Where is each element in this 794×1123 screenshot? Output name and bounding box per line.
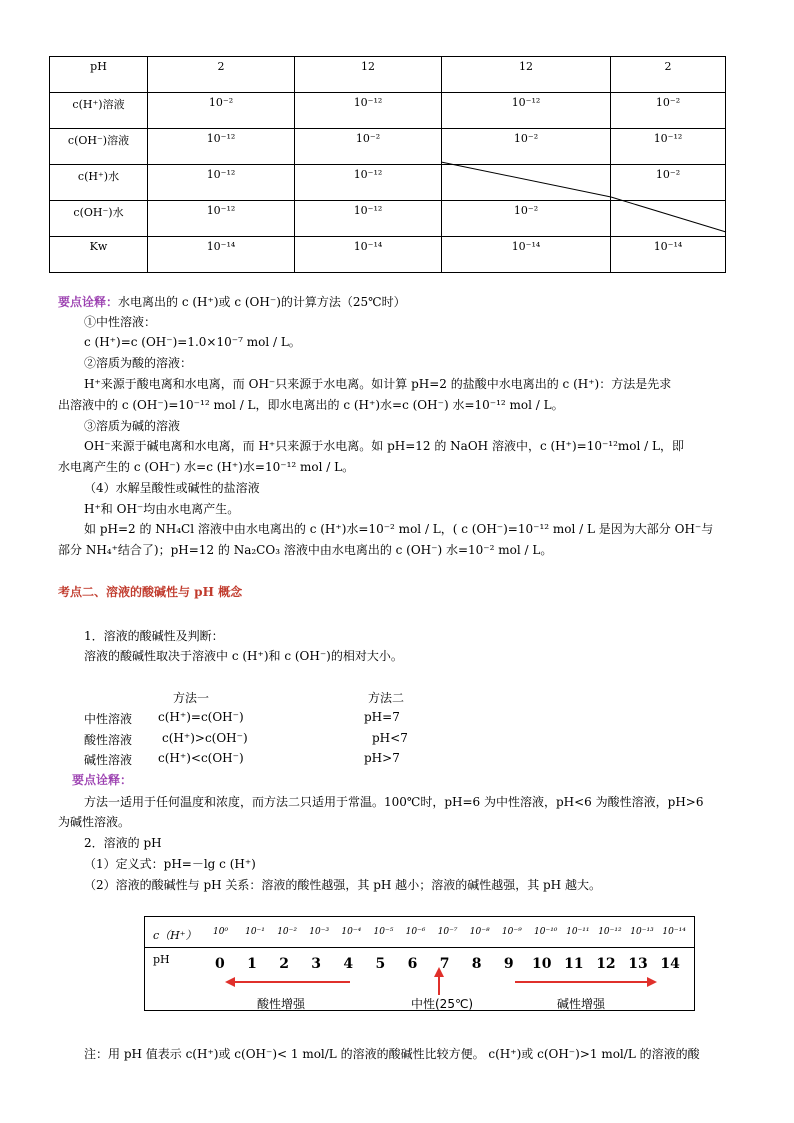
- footer-note: 注：用 pH 值表示 c(H⁺)或 c(OH⁻)< 1 mol/L 的溶液的酸碱性比较方便。 c(H⁺)或 c(OH⁻)>1 mol/L 的溶液的酸: [84, 1047, 700, 1061]
- table-cell: 10⁻¹²: [442, 93, 611, 129]
- h-concentration-value: 10⁻¹⁰: [534, 927, 558, 937]
- table-cell: 10⁻²: [611, 93, 726, 129]
- h-concentration-value: 10⁻⁹: [501, 927, 522, 937]
- text-line: H⁺来源于酸电离和水电离，而 OH⁻只来源于水电离。如计算 pH=2 的盐酸中水电离出的 c (H⁺)：方法是先求: [84, 377, 672, 391]
- table-cell: 10⁻²: [295, 129, 442, 165]
- table-cell: 10⁻¹²: [295, 93, 442, 129]
- ph-value: 10: [532, 956, 552, 972]
- h-concentration-value: 10⁻⁷: [437, 927, 458, 937]
- text-line: 部分 NH₄⁺结合了)；pH=12 的 Na₂CO₃ 溶液中由水电离出的 c (OH⁻) 水=10⁻² mol / L。: [58, 543, 553, 557]
- row-label: c(H⁺)溶液: [50, 93, 148, 129]
- ph-value: 6: [407, 956, 418, 972]
- text-line: OH⁻来源于碱电离和水电离，而 H⁺只来源于水电离。如 pH=12 的 NaOH 溶液中，c (H⁺)=10⁻¹²mol / L，即: [84, 439, 684, 453]
- base-label: 碱性增强: [557, 997, 606, 1011]
- section-heading: 考点二、溶液的酸碱性与 pH 概念: [58, 585, 243, 599]
- text-line: 为碱性溶液。: [58, 815, 131, 829]
- h-concentration-value: 10⁻⁵: [373, 927, 394, 937]
- table-cell: 10⁻²: [611, 165, 726, 201]
- table-cell: 10⁻²: [442, 201, 611, 237]
- method-2-header: 方法二: [368, 691, 405, 705]
- row-label: c(OH⁻)水: [50, 201, 148, 237]
- text-line: 水电离产生的 c (OH⁻) 水=c (H⁺)水=10⁻¹² mol / L。: [58, 460, 355, 474]
- table-cell: 10⁻²: [442, 129, 611, 165]
- text-line: （2）溶液的酸碱性与 pH 关系：溶液的酸性越强，其 pH 越小；溶液的碱性越强，其 pH 越大。: [84, 878, 601, 892]
- table-cell: 2: [611, 57, 726, 93]
- h-concentration-value: 10⁻¹: [245, 927, 265, 937]
- table-cell: 10⁻¹²: [148, 165, 295, 201]
- ph-value: 12: [596, 956, 616, 972]
- row-label: c(H⁺)水: [50, 165, 148, 201]
- acid-label: 酸性增强: [257, 997, 306, 1011]
- method-1-criterion: c(H⁺)<c(OH⁻): [158, 751, 244, 765]
- ph-value: 2: [279, 956, 289, 972]
- table-diagonal-lines: [0, 0, 794, 300]
- ph-value: 9: [503, 956, 514, 972]
- h-concentration-value: 10⁻⁶: [405, 927, 426, 937]
- method-1-header: 方法一: [173, 691, 210, 705]
- text-line: （1）定义式：pH=－lg c (H⁺): [84, 857, 256, 871]
- method-1-criterion: c(H⁺)=c(OH⁻): [158, 710, 244, 724]
- ph-scale-diagram: [144, 916, 695, 1011]
- ph-value: 14: [660, 956, 680, 972]
- method-2-criterion: pH>7: [364, 751, 400, 765]
- table-cell: 2: [148, 57, 295, 93]
- h-concentration-value: 10⁻⁴: [341, 927, 362, 937]
- table-cell: 10⁻¹²: [295, 201, 442, 237]
- ph-value: 3: [311, 956, 322, 972]
- h-concentration-value: 10⁻¹²: [598, 927, 622, 937]
- text-line: 1．溶液的酸碱性及判断：: [84, 629, 224, 643]
- ph-value: 1: [247, 956, 257, 972]
- row-label: Kw: [50, 237, 148, 273]
- h-concentration-value: 10⁻¹⁴: [662, 927, 686, 937]
- row-label: c(OH⁻)溶液: [50, 129, 148, 165]
- h-concentration-value: 10⁻¹³: [630, 927, 654, 937]
- text-line: ①中性溶液：: [84, 315, 157, 329]
- table-cell: 10⁻¹⁴: [611, 237, 726, 273]
- table-cell: 10⁻¹²: [148, 129, 295, 165]
- table-cell: 12: [442, 57, 611, 93]
- ph-value: 11: [564, 956, 584, 972]
- h-concentration-value: 10⁻³: [309, 927, 330, 937]
- neutral-label: 中性(25℃): [411, 997, 474, 1011]
- ph-value: 4: [343, 956, 354, 972]
- method-2-criterion: pH<7: [372, 731, 408, 745]
- text-line: 溶液的酸碱性取决于溶液中 c (H⁺)和 c (OH⁻)的相对大小。: [84, 649, 403, 663]
- table-cell: 10⁻¹²: [148, 201, 295, 237]
- table-cell: 10⁻¹⁴: [148, 237, 295, 273]
- table-cell: 12: [295, 57, 442, 93]
- ph-value: 0: [215, 956, 225, 972]
- diagonal-line-2: [611, 197, 726, 232]
- h-label: c（H⁺）: [153, 929, 197, 942]
- table-cell: 10⁻¹²: [611, 129, 726, 165]
- ph-value: 8: [471, 956, 482, 972]
- neutral-arrow-head: [434, 967, 444, 977]
- ph-label: pH: [153, 953, 170, 966]
- solution-type: 中性溶液: [84, 712, 133, 726]
- table-cell: 10⁻²: [148, 93, 295, 129]
- solution-type: 酸性溶液: [84, 733, 133, 747]
- method-2-criterion: pH=7: [364, 710, 400, 724]
- h-concentration-value: 10⁻¹¹: [566, 927, 590, 937]
- key-point-label: 要点诠释：: [72, 773, 133, 787]
- text-line: H⁺和 OH⁻均由水电离产生。: [84, 502, 240, 516]
- text-line: 出溶液中的 c (OH⁻)=10⁻¹² mol / L，即水电离出的 c (H⁺)水=c (OH⁻) 水=10⁻¹² mol / L。: [58, 398, 564, 412]
- text-line: 2．溶液的 pH: [84, 836, 162, 850]
- ph-value: 13: [628, 956, 648, 972]
- text-line: ③溶质为碱的溶液: [84, 419, 181, 433]
- text-line: 方法一适用于任何温度和浓度，而方法二只适用于常温。100℃时，pH=6 为中性溶液，pH<6 为酸性溶液，pH>6: [84, 795, 704, 809]
- solution-type: 碱性溶液: [84, 753, 133, 767]
- ph-value: 7: [439, 956, 450, 972]
- table-cell: 10⁻¹²: [295, 165, 442, 201]
- table-cell: 10⁻¹⁴: [295, 237, 442, 273]
- diagonal-line-1: [441, 162, 611, 197]
- text-line: c (H⁺)=c (OH⁻)=1.0×10⁻⁷ mol / L。: [84, 335, 301, 349]
- base-arrow-head: [647, 977, 657, 987]
- key-point-label: 要点诠释：: [58, 295, 119, 309]
- key-point-2: [72, 772, 132, 788]
- text-line: 如 pH=2 的 NH₄Cl 溶液中由水电离出的 c (H⁺)水=10⁻² mol / L，( c (OH⁻)=10⁻¹² mol / L 是因为大部分 OH⁻与: [84, 522, 714, 536]
- ph-value: 5: [375, 956, 386, 972]
- key-point-1: 要点诠释：水电离出的 c (H⁺)或 c (OH⁻)的计算方法（25℃时）: [58, 295, 406, 309]
- text-line: ②溶质为酸的溶液：: [84, 356, 193, 370]
- h-concentration-value: 10⁰: [213, 927, 229, 937]
- row-label: pH: [50, 57, 148, 93]
- method-1-criterion: c(H⁺)>c(OH⁻): [162, 731, 248, 745]
- h-concentration-value: 10⁻⁸: [469, 927, 490, 937]
- table-cell: 10⁻¹⁴: [442, 237, 611, 273]
- text-line: （4）水解呈酸性或碱性的盐溶液: [84, 481, 260, 495]
- h-concentration-value: 10⁻²: [277, 927, 297, 937]
- acid-arrow-head: [225, 977, 235, 987]
